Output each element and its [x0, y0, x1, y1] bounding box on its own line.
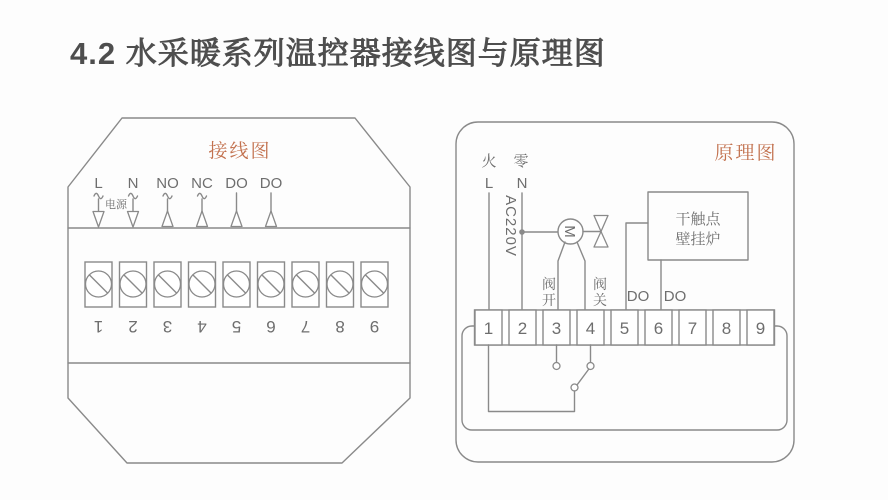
terminal-number: 9: [755, 319, 766, 338]
boiler-label-line1: 干触点: [675, 211, 721, 228]
pin-label-do1: DO: [225, 175, 248, 192]
power-supply-label: 电源: [105, 199, 127, 211]
terminal-number: 1: [93, 317, 104, 336]
motor-letter: M: [561, 225, 578, 238]
motor-icon: [558, 219, 583, 244]
switch-return-wire: [489, 345, 575, 412]
screw-terminal: [361, 262, 388, 307]
changeover-switch: [489, 345, 595, 412]
pin-do-1: [225, 175, 248, 227]
wiring-diagram-panel: [68, 118, 410, 463]
boiler-label-line2: 壁挂炉: [675, 231, 721, 248]
terminal-number: 5: [619, 319, 630, 338]
live-label: L: [484, 175, 494, 192]
pin-label-n: N: [127, 175, 139, 192]
schematic-panel: [456, 122, 794, 462]
terminal-number: 3: [551, 319, 562, 338]
terminal-number-row-rotated: [94, 317, 379, 336]
terminal-number: 4: [585, 319, 596, 338]
pin-no: [156, 175, 179, 227]
terminal-number: 6: [653, 319, 664, 338]
screw-terminal: [189, 262, 216, 307]
screw-terminal: [154, 262, 181, 307]
screw-terminal: [223, 262, 250, 307]
valve-close-label-2: 关: [593, 292, 607, 308]
switch-arm: [577, 370, 589, 386]
terminal-number: 8: [721, 319, 732, 338]
valve-open-label-2: 开: [542, 292, 556, 308]
switch-contact-open: [553, 363, 560, 370]
arrow-down-icon: [93, 212, 104, 228]
ac-voltage-label: AC220V: [502, 195, 519, 257]
screw-terminal: [327, 262, 354, 307]
do-label-2: DO: [663, 288, 687, 305]
screw-terminal-row: [85, 262, 388, 307]
terminal-number: 3: [162, 317, 173, 336]
do-label-1: DO: [626, 288, 650, 305]
ac-tilde-icon: [129, 193, 138, 198]
terminal-number: 7: [687, 319, 698, 338]
pin-n: [128, 175, 139, 227]
terminal-number: 9: [369, 317, 380, 336]
arrow-up-icon: [231, 211, 242, 227]
arrow-up-icon: [197, 211, 208, 227]
ac-tilde-icon: [198, 193, 207, 198]
screw-terminal: [120, 262, 147, 307]
valve-close-label-1: 阀: [593, 276, 607, 292]
switch-common-contact: [571, 384, 578, 391]
neutral-label: N: [516, 175, 528, 192]
live-cn-label: 火: [481, 153, 497, 170]
valve-close-wire: [577, 242, 585, 310]
arrow-up-icon: [162, 211, 173, 227]
arrow-down-icon: [128, 212, 139, 228]
pin-do-2: [260, 175, 283, 227]
ac-tilde-icon: [163, 193, 172, 198]
pin-label-do2: DO: [259, 175, 283, 192]
terminal-number: 1: [483, 319, 494, 338]
pin-label-l: L: [94, 175, 103, 192]
pin-l: [93, 175, 104, 227]
screw-terminal: [258, 262, 285, 307]
terminal-number: 4: [197, 317, 207, 336]
valve-open-wire: [558, 242, 565, 310]
schematic-title: 原理图: [714, 143, 778, 164]
valve-open-label-1: 阀: [542, 276, 556, 292]
wiring-diagram-title: 接线图: [208, 141, 272, 162]
ac-tilde-icon: [94, 193, 103, 198]
neutral-cn-label: 零: [513, 153, 529, 170]
pin-nc: [191, 175, 213, 227]
screw-terminal: [85, 262, 112, 307]
pin-label-nc: NC: [191, 175, 213, 192]
switch-contact-close: [587, 363, 594, 370]
terminal-number: 6: [266, 317, 276, 336]
arrow-up-icon: [266, 211, 277, 227]
screw-terminal: [292, 262, 319, 307]
terminal-number: 5: [231, 317, 242, 336]
terminal-number: 7: [300, 317, 311, 336]
page-title: 4.2 水采暖系列温控器接线图与原理图: [70, 36, 606, 71]
terminal-number: 2: [128, 317, 138, 336]
terminal-number: 8: [335, 317, 345, 336]
terminal-block: [475, 310, 775, 345]
terminal-number: 2: [517, 319, 528, 338]
pin-label-no: NO: [156, 175, 179, 192]
boiler-box: [648, 192, 748, 260]
